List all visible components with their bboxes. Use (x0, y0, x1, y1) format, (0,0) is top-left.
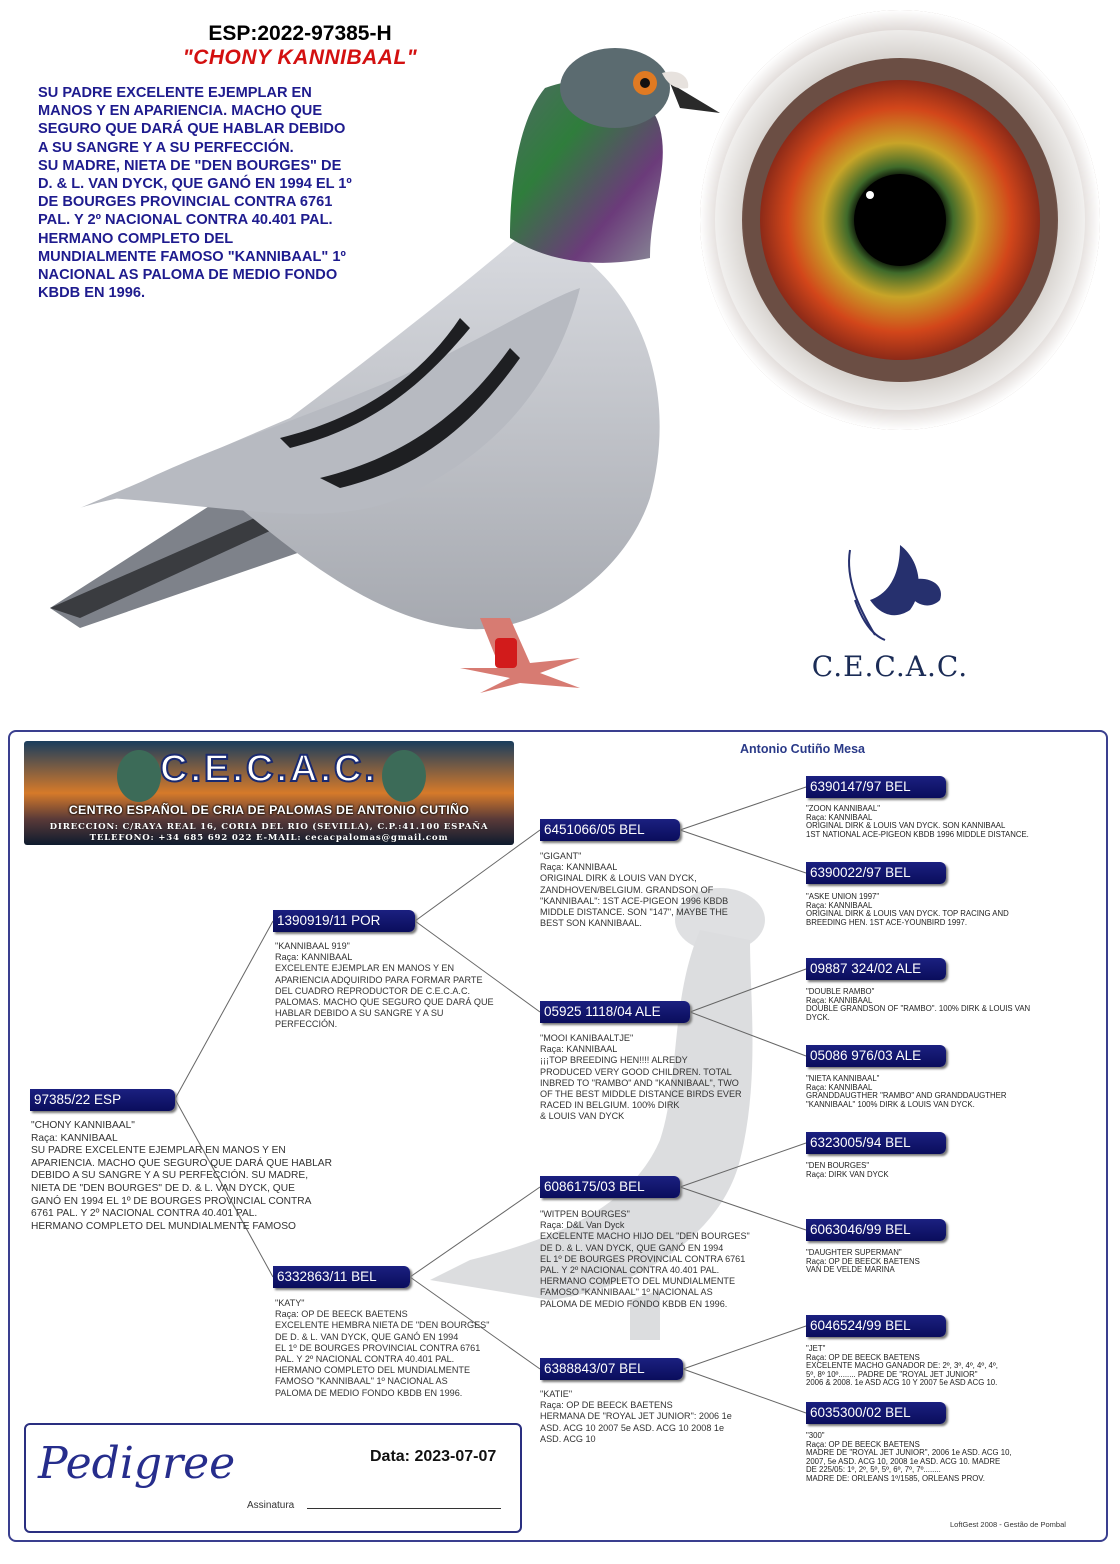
banner-address: DIRECCION: C/RAYA REAL 16, CORIA DEL RIO (SEVILLA), C.P.:41.100 ESPAÑA (49, 822, 489, 832)
ddd-info: "300" Raça: OP DE BEECK BAETENS MADRE DE "ROYAL JET JUNIOR", 2006 1e ASD. ACG 10, 2007, 5e ASD. ACG 10, 2008 1e ASD. ACG 10. MADRE DE 225/05: 1º, 2º, 5º, 5º, 6º, 7º, 7º........ MADRE DE: ORLEANS 1º/1585, ORLEANS PROV. (806, 1431, 1012, 1483)
sss-info: "ZOON KANNIBAAL" Raça: KANNIBAAL ORIGINAL DIRK & LOUIS VAN DYCK. SON KANNIBAAL 1ST NATIONAL ACE-PIGEON KBDB 1996 MIDDLE DISTANCE. (806, 804, 1029, 839)
bird-description: SU PADRE EXCELENTE EJEMPLAR EN MANOS Y EN APARIENCIA. MACHO QUE SEGURO QUE DARÁ QUE HABLAR DEBIDO A SU SANGRE Y A SU PERFECCIÓN. SU MADRE, NIETA DE "DEN BOURGES" DE D. & L. VAN DYCK, QUE GANÓ EN 1994 EL 1º DE BOURGES PROVINCIAL CONTRA 6761 PAL. Y 2º NACIONAL CONTRA 40.401 PAL. HERMANO COMPLETO DEL MUNDIALMENTE FAMOSO "KANNIBAAL" 1º NACIONAL AS PALOMA DE MEDIO FONDO KBDB EN 1996. (38, 85, 352, 302)
subject-info: "CHONY KANNIBAAL" Raça: KANNIBAAL SU PADRE EXCELENTE EJEMPLAR EN MANOS Y EN APARIENCIA. MACHO QUE SEGURO QUE DARÁ QUE HABLAR DEBIDO A SU SANGRE Y A SU PERFECCIÓN. SU MADRE, NIETA DE "DEN BOURGES" DE D. & L. VAN DYCK, QUE GANÓ EN 1994 EL 1º DE BOURGES PROVINCIAL CONTRA 6761 PAL. Y 2º NACIONAL CONTRA 40.401 PAL. HERMANO COMPLETO DEL MUNDIALMENTE FAMOSO (31, 1120, 332, 1232)
signature-label: Assinatura (247, 1500, 295, 1511)
dam-sire-ring[interactable]: 6086175/03 BEL (540, 1176, 680, 1198)
dam-sire-info: "WITPEN BOURGES" Raça: D&L Van Dyck EXCELENTE MACHO HIJO DEL "DEN BOURGES" DE D. & L. VAN DYCK, QUE GANÓ EN 1994 EL 1º DE BOURGES PROVINCIAL CONTRA 6761 PAL. Y 2º NACIONAL CONTRA 40.401 PAL. HERMANO COMPLETO DEL MUNDIALMENTE FAMOSO "KANNIBAAL" 1º NACIONAL AS PALOMA DE MEDIO FONDO KBDB EN 1996. (540, 1209, 750, 1309)
banner-contact: TELEFONO: +34 685 692 022 E-MAIL: cecacpalomas@gmail.com (89, 833, 449, 843)
ssd-ring[interactable]: 6390022/97 BEL (806, 862, 946, 884)
sire-sire-ring[interactable]: 6451066/05 BEL (540, 819, 680, 841)
owner-name: Antonio Cutiño Mesa (740, 742, 865, 756)
dam-dam-ring[interactable]: 6388843/07 BEL (540, 1358, 683, 1380)
banner-title: C.E.C.A.C. (160, 748, 378, 790)
software-footer: LoftGest 2008 - Gestão de Pombal (950, 1520, 1066, 1529)
banner-subtitle: CENTRO ESPAÑOL DE CRIA DE PALOMAS DE ANTONIO CUTIÑO (68, 803, 470, 817)
sdd-ring[interactable]: 05086 976/03 ALE (806, 1045, 946, 1067)
sds-ring[interactable]: 09887 324/02 ALE (806, 958, 946, 980)
dsd-ring[interactable]: 6063046/99 BEL (806, 1219, 946, 1241)
dam-info: "KATY" Raça: OP DE BEECK BAETENS EXCELENTE HEMBRA NIETA DE "DEN BOURGES" DE D. & L. VAN DYCK, QUE GANÓ EN 1994 EL 1º DE BOURGES PROVINCIAL CONTRA 6761 PAL. Y 2º NACIONAL CONTRA 40.401 PAL. HERMANO COMPLETO DEL MUNDIALMENTE FAMOSO "KANNIBAAL" 1º NACIONAL AS PALOMA DE MEDIO FONDO KBDB EN 1996. (275, 1298, 490, 1398)
signature-line[interactable] (307, 1508, 501, 1509)
bird-ring-number: ESP:2022-97385-H (208, 22, 392, 45)
ddd-ring[interactable]: 6035300/02 BEL (806, 1402, 946, 1424)
sire-sire-info: "GIGANT" Raça: KANNIBAAL ORIGINAL DIRK & LOUIS VAN DYCK, ZANDHOVEN/BELGIUM. GRANDSON OF "KANNIBAAL": 1ST ACE-PIGEON 1996 KBDB MIDDLE DISTANCE. SON "147", MAYBE THE BEST SON KANNIBAAL. (540, 851, 729, 929)
sdd-info: "NIETA KANNIBAAL" Raça: KANNIBAAL GRANDDAUGTHER "RAMBO" AND GRANDDAUGTHER "KANNIBAAL" 100% DIRK & LOUIS VAN DYCK. (806, 1074, 1007, 1109)
sire-dam-info: "MOOI KANIBAALTJE" Raça: KANNIBAAL ¡¡¡TOP BREEDING HEN!!!! ALREDY PRODUCED VERY GOOD CHILDREN. TOTAL INBRED TO "RAMBO" AND "KANNIBAAL", TWO OF THE BEST MIDDLE DISTANCE BIRDS EVER RACED IN BELGIUM. 100% DIRK & LOUIS VAN DYCK (540, 1033, 742, 1122)
dss-ring[interactable]: 6323005/94 BEL (806, 1132, 946, 1154)
dam-dam-info: "KATIE" Raça: OP DE BEECK BAETENS HERMANA DE "ROYAL JET JUNIOR": 2006 1e ASD. ACG 10 2007 5e ASD. ACG 10 2008 1e ASD. ACG 10 (540, 1389, 732, 1444)
ssd-info: "ASKE UNION 1997" Raça: KANNIBAAL ORIGINAL DIRK & LOUIS VAN DYCK. TOP RACING AND BREEDING HEN. 1ST ACE-YOUNBIRD 1997. (806, 892, 1009, 927)
sds-info: "DOUBLE RAMBO" Raça: KANNIBAAL DOUBLE GRANDSON OF "RAMBO". 100% DIRK & LOUIS VAN DYCK. (806, 987, 1031, 1022)
sss-ring[interactable]: 6390147/97 BEL (806, 776, 946, 798)
cecac-logo-text: C.E.C.A.C. (811, 650, 969, 683)
sire-ring[interactable]: 1390919/11 POR (273, 910, 415, 932)
dam-ring[interactable]: 6332863/11 BEL (273, 1266, 410, 1288)
dds-ring[interactable]: 6046524/99 BEL (806, 1315, 946, 1337)
dss-info: "DEN BOURGES" Raça: DIRK VAN DYCK (806, 1161, 889, 1179)
subject-ring[interactable]: 97385/22 ESP (30, 1089, 175, 1111)
sire-info: "KANNIBAAL 919" Raça: KANNIBAAL EXCELENTE EJEMPLAR EN MANOS Y EN APARIENCIA ADQUIRIDO PARA FORMAR PARTE DEL CUADRO REPRODUCTOR DE C.E.C.A.C. PALOMAS. MACHO QUE SEGURO QUE DARÁ QUE HABLAR DEBIDO A SU SANGRE Y A SU PERFECCIÓN. (275, 941, 494, 1030)
bird-name: "CHONY KANNIBAAL" (182, 46, 418, 69)
dsd-info: "DAUGHTER SUPERMAN" Raça: OP DE BEECK BAETENS VAN DE VELDE MARINA (806, 1248, 920, 1275)
pedigree-date: Data: 2023-07-07 (370, 1448, 497, 1465)
sire-dam-ring[interactable]: 05925 1118/04 ALE (540, 1001, 690, 1023)
pedigree-title: Pedigree (38, 1438, 236, 1489)
dds-info: "JET" Raça: OP DE BEECK BAETENS EXCELENTE MACHO GANADOR DE: 2º, 3º, 4º, 4º, 4º, 5º, 8º 10º........ PADRE DE "ROYAL JET JUNIOR" 2006 & 2008. 1e ASD ACG 10 Y 2007 5e ASD ACG 10. (806, 1344, 998, 1388)
